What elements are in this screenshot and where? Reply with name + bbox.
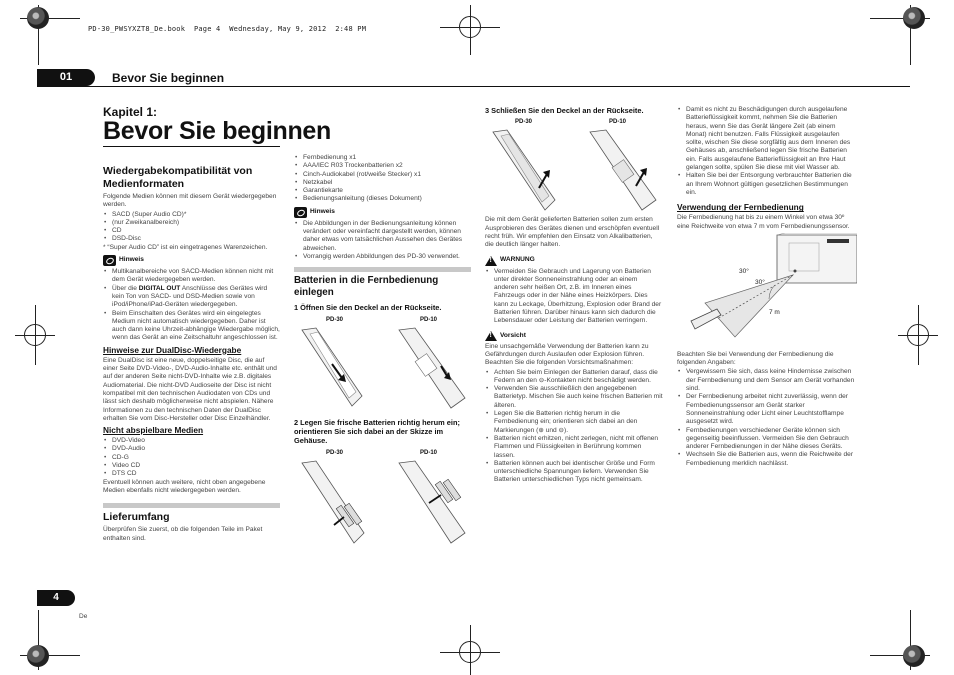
list-item: • DTS CD bbox=[103, 470, 280, 478]
label-pd30: PD-30 bbox=[326, 316, 344, 323]
list-item: • Garantiekarte bbox=[294, 187, 471, 195]
registration-mark-icon bbox=[27, 645, 49, 667]
list-item: • Wechseln Sie die Batterien aus, wenn die Reichweite der Fernbedienung merklich nachlässt. bbox=[677, 451, 857, 468]
warning-icon bbox=[485, 256, 497, 266]
scope-text: Überprüfen Sie zuerst, ob die folgenden Teile im Paket enthalten sind. bbox=[103, 526, 263, 542]
remote-pd30-open-icon bbox=[294, 326, 379, 412]
list-item: • Beim Einschalten des Gerätes wird ein eingelegtes Medium nicht automatisch wiedergegeben. Daher ist auch dann keine Uhrzeit-abhängige Wiedergabe möglich, wenn das Gerät an eine Zeitschaltuhr angeschlossen ist. bbox=[103, 310, 280, 343]
file-info: PD-30_PWSYXZT8_De.book Page 4 Wednesday, May 9, 2012 2:48 PM bbox=[88, 25, 367, 33]
list-item: • Cinch-Audiokabel (rot/weiße Stecker) x1 bbox=[294, 171, 471, 179]
page-number: 4 bbox=[37, 590, 75, 606]
nonplay-text: Eventuell können auch weitere, nicht oben angegebene Medien ebenfalls nicht wiedergegeben werden. bbox=[103, 478, 266, 494]
battery-care-list bbox=[677, 106, 857, 197]
caution-icon bbox=[485, 331, 497, 341]
battery-title: Batterien in die Fernbedienung einlegen bbox=[294, 275, 439, 299]
step2-illustration bbox=[294, 449, 471, 549]
section-bar bbox=[294, 267, 471, 272]
trademark-note: * “Super Audio CD” ist ein eingetragenes Warenzeichen. bbox=[103, 243, 268, 251]
list-item: • Damit es nicht zu Beschädigungen durch ausgelaufene Batterieflüssigkeit kommt, nehmen Sie die Batterien heraus, wenn Sie das Gerät längere Zeit (ab einem Monat) nicht benutzen. Falls Flüssigkeit ausgelaufen sollte, wischen Sie diese sorgfältig aus dem Inneren des Gehäuses ab, anschließend legen Sie frische Batterien ein. Falls ausgelaufene Batterieflüssigkeit an Ihre Haut gelangen sollte, spülen Sie diese mit viel Wasser ab. bbox=[677, 106, 857, 172]
chapter-number: 01 bbox=[37, 69, 95, 86]
registration-mark-icon bbox=[27, 7, 49, 29]
list-item: • Bedienungsanleitung (dieses Dokument) bbox=[294, 195, 471, 203]
step-3: 3 Schließen Sie den Deckel an der Rückseite. bbox=[485, 106, 644, 115]
hint-heading bbox=[294, 207, 471, 218]
hint-icon bbox=[103, 255, 116, 266]
remote-pd30-battery-icon bbox=[294, 459, 379, 549]
after-list bbox=[677, 368, 857, 468]
list-item: • CD bbox=[103, 227, 280, 235]
after-text: Beachten Sie bei Verwendung der Fernbedienung die folgenden Angaben: bbox=[677, 350, 834, 367]
list-item: • Achten Sie beim Einlegen der Batterien darauf, dass die Federn an den ⊖-Kontakten nicht beschädigt werden. bbox=[485, 369, 663, 386]
list-item: • Verwenden Sie ausschließlich den angegebenen Batterietyp. Mischen Sie auch keine frischen Batterien mit älteren. bbox=[485, 385, 663, 410]
scope-title: Lieferumfang bbox=[103, 511, 170, 524]
hint-icon bbox=[294, 207, 307, 218]
hint-list bbox=[103, 268, 280, 343]
list-item: • (nur Zweikanalbereich) bbox=[103, 219, 280, 227]
list-item: • CD-G bbox=[103, 454, 280, 462]
list-item: • Vergewissern Sie sich, dass keine Hindernisse zwischen der Fernbedienung und dem Sensor am Gerät vorhanden sind. bbox=[677, 368, 857, 393]
list-item: • Multikanalbereiche von SACD-Medien können nicht mit dem Gerät wiedergegeben werden. bbox=[103, 268, 280, 285]
list-item: • Halten Sie bei der Entsorgung verbrauchter Batterien die an Ihrem Wohnort gültigen gesetzlichen Bestimmungen ein. bbox=[677, 172, 857, 197]
remote-pd30-close-icon bbox=[485, 128, 570, 214]
warning-label: WARNUNG bbox=[500, 256, 535, 264]
list-item: • DSD-Disc bbox=[103, 235, 280, 243]
step3-illustration bbox=[485, 118, 663, 216]
warning-list bbox=[485, 268, 663, 326]
digital-out-label: DIGITAL OUT bbox=[138, 284, 181, 292]
remote-range-illustration bbox=[677, 233, 857, 343]
section-bar bbox=[103, 503, 280, 508]
remote-pd10-open-icon bbox=[389, 326, 474, 412]
title-rule bbox=[103, 146, 280, 147]
step1-illustration bbox=[294, 316, 471, 414]
nonplay-title: Nicht abspielbare Medien bbox=[103, 425, 204, 436]
dualdisc-text: Eine DualDisc ist eine neue, doppelseitige Disc, die auf einer Seite DVD-Video-, DVD-Audio-Inhalte etc. enthält und auf der anderen Seite nicht-DVD-Inhalte wie z.B. digitales Audiomaterial. Die nicht-DVD Audioseite der Disc ist nicht kompatibel mit den technischen Audiodaten von CDs und lässt sich deshalb möglicherweise nicht abspielen. Nähere Informationen zu den technischen Daten der DualDisc erhalten Sie vom Disc-Hersteller oder Disc Einzelhändler. bbox=[103, 356, 277, 422]
label-pd30: PD-30 bbox=[515, 119, 533, 126]
page-title: Bevor Sie beginnen bbox=[103, 117, 331, 145]
crop-mark-left-mid bbox=[15, 305, 55, 365]
list-item: • Fernbedienung x1 bbox=[294, 154, 471, 162]
list-item: • DVD-Video bbox=[103, 437, 280, 445]
column-2 bbox=[294, 154, 471, 549]
hint-text: Über die bbox=[112, 284, 137, 292]
list-item: • Batterien können auch bei identischer Größe und Form unterschiedliche Spannungen liefern. Verwenden Sie Batterien unterschiedlichen Typs nicht gemeinsam. bbox=[485, 460, 663, 485]
language-code: De bbox=[79, 613, 88, 620]
registration-mark-icon bbox=[903, 645, 925, 667]
column-3 bbox=[485, 104, 663, 485]
parts-list bbox=[294, 154, 471, 204]
hint-list bbox=[294, 220, 471, 261]
hint-text: Anschlüsse des Gerätes wird kein Ton von SACD- und DSD-Medien sowie von iPod/iPhone/iPad-Geräten wiedergegeben. bbox=[112, 284, 268, 309]
angle-label-2: 30° bbox=[755, 278, 765, 286]
angle-label-1: 30° bbox=[739, 267, 749, 275]
distance-label: 7 m bbox=[769, 308, 780, 316]
step-1: 1 Öffnen Sie den Deckel an der Rückseite. bbox=[294, 303, 442, 313]
nonplay-list bbox=[103, 437, 280, 478]
battery-intro: Die mit dem Gerät gelieferten Batterien sollen zum ersten Ausprobieren des Gerätes dienen und erschöpfen eventuell recht früh. Wir empfehlen den Einsatz von Alkalibatterien, die deutlich länger halten. bbox=[485, 216, 660, 249]
column-1 bbox=[103, 165, 280, 544]
remote-pd10-close-icon bbox=[580, 128, 665, 214]
step-2: 2 Legen Sie frische Batterien richtig herum ein; orientieren Sie sich dabei an der Skizze im Gehäuse. bbox=[294, 417, 460, 446]
caution-list bbox=[485, 369, 663, 485]
list-item: • Legen Sie die Batterien richtig herum in die Fernbedienung ein; orientieren sich dabei an den Markierungen (⊕ und ⊖). bbox=[485, 410, 663, 435]
remote-text: Die Fernbedienung hat bis zu einem Winkel von etwa 30º eine Reichweite von etwa 7 m vom Fernbedienungssensor. bbox=[677, 214, 850, 230]
label-pd10: PD-10 bbox=[609, 119, 627, 126]
label-pd30: PD-30 bbox=[326, 449, 344, 456]
chapter-title: Bevor Sie beginnen bbox=[112, 71, 225, 85]
hint-label: Hinweis bbox=[119, 256, 144, 264]
hint-label: Hinweis bbox=[310, 208, 335, 216]
list-item: • Der Fernbedienung arbeitet nicht zuverlässig, wenn der Fernbedienungssensor am Gerät starker Sonneneinstrahlung oder Licht einer Leuchtstofflampe ausgesetzt wird. bbox=[677, 393, 857, 426]
kapitel-label: Kapitel 1: bbox=[103, 105, 158, 119]
list-item: • Fernbedienungen verschiedener Geräte können sich gegenseitig beeinflussen. Vermeiden Sie den Gebrauch anderer Fernbedienungen in der Nähe dieses Geräts. bbox=[677, 427, 857, 452]
list-item: • DVD-Audio bbox=[103, 445, 280, 453]
list-item: • Netzkabel bbox=[294, 179, 471, 187]
compat-intro: Folgende Medien können mit diesem Gerät wiedergegeben werden. bbox=[103, 193, 277, 209]
crop-mark-bottom-mid bbox=[440, 625, 500, 675]
crop-mark-right-mid bbox=[898, 305, 938, 365]
remote-title: Verwendung der Fernbedienung bbox=[677, 202, 804, 213]
column-4 bbox=[677, 106, 857, 468]
crop-mark-top-mid bbox=[440, 5, 500, 55]
list-item: • Vermeiden Sie Gebrauch und Lagerung von Batterien unter direkter Sonneneinstrahlung oder an einem anderen sehr heißen Ort, z.B. im Inneren eines Fahrzeugs oder in der Nähe eines Heizkörpers. Dies kann zu Leckage, Überhitzung, Explosion oder Brand der Batterien führen. Darüber hinaus kann sich dadurch die Lebensdauer oder Leistung der Batterien verringern. bbox=[485, 268, 663, 326]
compat-title: Wiedergabekompatibilität von Medienformaten bbox=[103, 165, 253, 190]
remote-range-diagram-icon bbox=[677, 233, 857, 343]
remote-pd10-battery-icon bbox=[389, 459, 474, 549]
list-item: • AAA/IEC R03 Trockenbatterien x2 bbox=[294, 162, 471, 170]
caution-text: Eine unsachgemäße Verwendung der Batterien kann zu Gefährdungen durch Auslaufen oder Explosion führen. Beachten Sie die folgenden Vorsichtsmaßnahmen: bbox=[485, 342, 649, 367]
caution-label: Vorsicht bbox=[500, 331, 526, 339]
list-item bbox=[103, 285, 280, 310]
warning-heading bbox=[485, 256, 663, 266]
list-item: • Vorrangig werden Abbildungen des PD-30 verwendet. bbox=[294, 253, 471, 261]
list-item: • Batterien nicht erhitzen, nicht zerlegen, nicht mit offenen Flammen und Flüssigkeiten in Berührung kommen lassen. bbox=[485, 435, 663, 460]
caution-heading bbox=[485, 331, 663, 341]
dualdisc-title: Hinweise zur DualDisc-Wiedergabe bbox=[103, 344, 242, 355]
label-pd10: PD-10 bbox=[420, 449, 438, 456]
registration-mark-icon bbox=[903, 7, 925, 29]
list-item: • SACD (Super Audio CD)* bbox=[103, 211, 280, 219]
media-list bbox=[103, 211, 280, 244]
hint-heading bbox=[103, 255, 280, 266]
list-item: • Die Abbildungen in der Bedienungsanleitung können verändert oder vereinfacht dargestellt werden, können daher etwas vom tatsächlichen Aussehen des Gerätes abweichen. bbox=[294, 220, 471, 253]
label-pd10: PD-10 bbox=[420, 316, 438, 323]
list-item: • Video CD bbox=[103, 462, 280, 470]
